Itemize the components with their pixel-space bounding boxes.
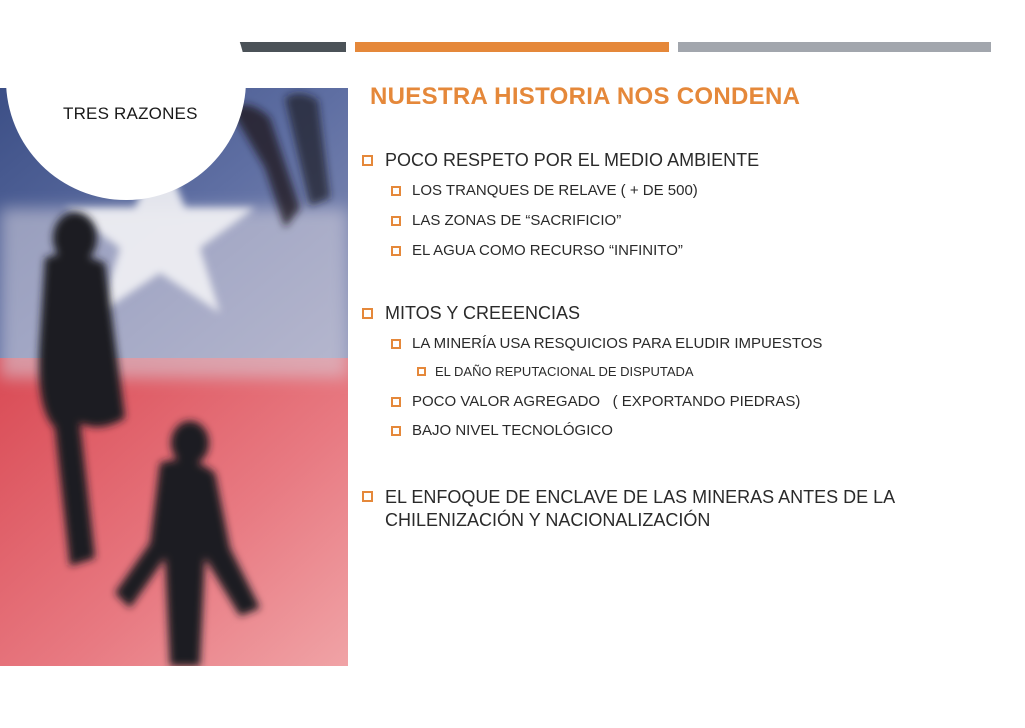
checkbox-bullet-icon — [362, 155, 373, 166]
accent-bar-gray — [678, 42, 991, 52]
bullet-level2 — [412, 212, 621, 229]
checkbox-bullet-icon — [391, 186, 401, 196]
bullet-text: EL AGUA COMO RECURSO “INFINITO” — [412, 242, 683, 259]
checkbox-bullet-icon — [417, 367, 426, 376]
checkbox-bullet-icon — [391, 426, 401, 436]
accent-bar-orange — [355, 42, 669, 52]
bullet-level2 — [412, 422, 613, 439]
bullet-text: MITOS Y CREEENCIAS — [385, 303, 581, 323]
bullet-level2 — [412, 393, 800, 410]
bullet-text: LOS TRANQUES DE RELAVE ( + DE 500) — [412, 182, 698, 199]
checkbox-bullet-icon — [391, 246, 401, 256]
bullet-text: POCO RESPETO POR EL MEDIO AMBIENTE — [385, 150, 760, 170]
bullet-level1 — [385, 486, 945, 532]
bullet-level2 — [412, 182, 698, 199]
checkbox-bullet-icon — [362, 308, 373, 319]
slide-title: NUESTRA HISTORIA NOS CONDENA — [370, 83, 801, 110]
bullet-level2 — [412, 335, 822, 352]
bullet-text: EL DAÑO REPUTACIONAL DE DISPUTADA — [435, 364, 694, 379]
bullet-text: BAJO NIVEL TECNOLÓGICO — [412, 422, 613, 439]
bullet-level1 — [385, 150, 759, 171]
bullet-level2 — [412, 242, 683, 259]
bullet-text: POCO VALOR AGREGADO ( EXPORTANDO PIEDRAS) — [412, 393, 801, 410]
bullet-text: LA MINERÍA USA RESQUICIOS PARA ELUDIR IMPUESTOS — [412, 335, 823, 352]
section-label: TRES RAZONES — [63, 104, 198, 123]
checkbox-bullet-icon — [391, 216, 401, 226]
bullet-text: LAS ZONAS DE “SACRIFICIO” — [412, 212, 622, 229]
checkbox-bullet-icon — [391, 397, 401, 407]
bullet-text: EL ENFOQUE DE ENCLAVE DE LAS MINERAS ANTES DE LA CHILENIZACIÓN Y NACIONALIZACIÓN — [385, 487, 895, 530]
bullet-level3 — [435, 364, 694, 379]
bullet-level1 — [385, 303, 580, 324]
checkbox-bullet-icon — [362, 491, 373, 502]
checkbox-bullet-icon — [391, 339, 401, 349]
